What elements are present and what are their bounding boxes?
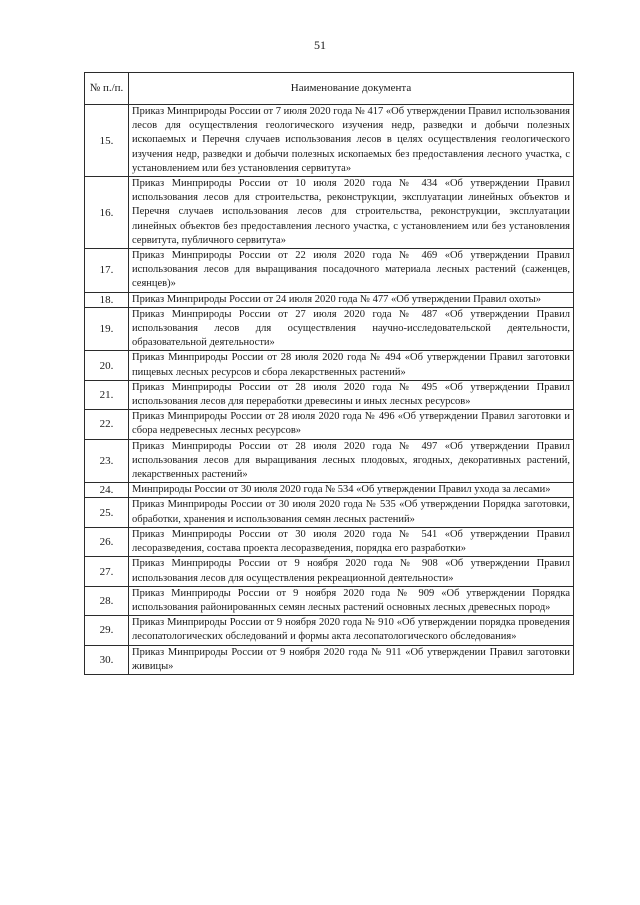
row-number: 28. [85,586,129,615]
table-row [85,410,574,439]
table-row [85,307,574,351]
row-number: 18. [85,292,129,307]
document-title: Приказ Минприроды России от 9 ноября 2020 года № 911 «Об утверждении Правил заготовки живицы» [129,645,574,674]
table-row [85,249,574,293]
table-row [85,498,574,527]
document-title: Приказ Минприроды России от 24 июля 2020 года № 477 «Об утверждении Правил охоты» [129,292,574,307]
document-title: Приказ Минприроды России от 30 июля 2020 года № 535 «Об утверждении Порядка заготовки, обработки, хранения и использования семян лесных растений» [129,498,574,527]
document-title: Минприроды России от 30 июля 2020 года № 534 «Об утверждении Правил ухода за лесами» [129,483,574,498]
row-number: 19. [85,307,129,351]
document-title: Приказ Минприроды России от 30 июля 2020 года № 541 «Об утверждении Правил лесоразведения, состава проекта лесоразведения, порядка его разработки» [129,527,574,556]
document-title: Приказ Минприроды России от 27 июля 2020 года № 487 «Об утверждении Правил использования лесов для осуществления научно-исследовательской деятельности, образовательной деятельности» [129,307,574,351]
table-row [85,351,574,380]
row-number: 22. [85,410,129,439]
table-header-row [85,73,574,105]
table-row [85,616,574,645]
row-number: 27. [85,557,129,586]
document-title: Приказ Минприроды России от 7 июля 2020 года № 417 «Об утверждении Правил использования лесов для осуществления геологического изучения недр, разведки и добычи полезных ископаемых и Перечня случаев использования лесов в целях осуществления геологического изучения недр, разведки и добычи полезных ископаемых без предоставления лесного участка, с установлением или без установления сервитута» [129,105,574,177]
row-number: 16. [85,177,129,249]
table-row [85,177,574,249]
table-row [85,292,574,307]
document-title: Приказ Минприроды России от 28 июля 2020 года № 495 «Об утверждении Правил использования лесов для переработки древесины и иных лесных ресурсов» [129,380,574,409]
documents-table [84,72,574,675]
row-number: 30. [85,645,129,674]
document-title: Приказ Минприроды России от 28 июля 2020 года № 496 «Об утверждении Правил заготовки и сбора недревесных лесных ресурсов» [129,410,574,439]
document-title: Приказ Минприроды России от 9 ноября 2020 года № 908 «Об утверждении Правил использования лесов для осуществления рекреационной деятельности» [129,557,574,586]
page-number: 51 [314,38,326,52]
table-row [85,380,574,409]
document-title: Приказ Минприроды России от 22 июля 2020 года № 469 «Об утверждении Правил использования лесов для выращивания посадочного материала лесных растений (саженцев, сеянцев)» [129,249,574,293]
table-row [85,557,574,586]
row-number: 20. [85,351,129,380]
row-number: 25. [85,498,129,527]
table-row [85,483,574,498]
document-title: Приказ Минприроды России от 10 июля 2020 года № 434 «Об утверждении Правил использования лесов для строительства, реконструкции, эксплуатации линейных объектов и Перечня случаев использования лесов для строительства, реконструкции, эксплуатации линейных объектов без предоставления лесного участка, с установлением или без установления сервитута, публичного сервитута» [129,177,574,249]
header-document-name: Наименование документа [129,73,574,105]
document-title: Приказ Минприроды России от 9 ноября 2020 года № 910 «Об утверждении порядка проведения лесопатологических обследований и формы акта лесопатологического обследования» [129,616,574,645]
table-row [85,586,574,615]
table-row [85,105,574,177]
document-title: Приказ Минприроды России от 9 ноября 2020 года № 909 «Об утверждении Порядка использования районированных семян лесных растений основных лесных древесных пород» [129,586,574,615]
table-body [85,105,574,675]
table-row [85,439,574,483]
row-number: 29. [85,616,129,645]
row-number: 24. [85,483,129,498]
row-number: 21. [85,380,129,409]
header-number: № п./п. [85,73,129,105]
document-title: Приказ Минприроды России от 28 июля 2020 года № 497 «Об утверждении Правил использования лесов для выращивания лесных плодовых, ягодных, декоративных растений, лекарственных растений» [129,439,574,483]
row-number: 23. [85,439,129,483]
table-row [85,645,574,674]
row-number: 15. [85,105,129,177]
table-row [85,527,574,556]
row-number: 26. [85,527,129,556]
document-title: Приказ Минприроды России от 28 июля 2020 года № 494 «Об утверждении Правил заготовки пищевых лесных ресурсов и сбора лекарственных растений» [129,351,574,380]
row-number: 17. [85,249,129,293]
